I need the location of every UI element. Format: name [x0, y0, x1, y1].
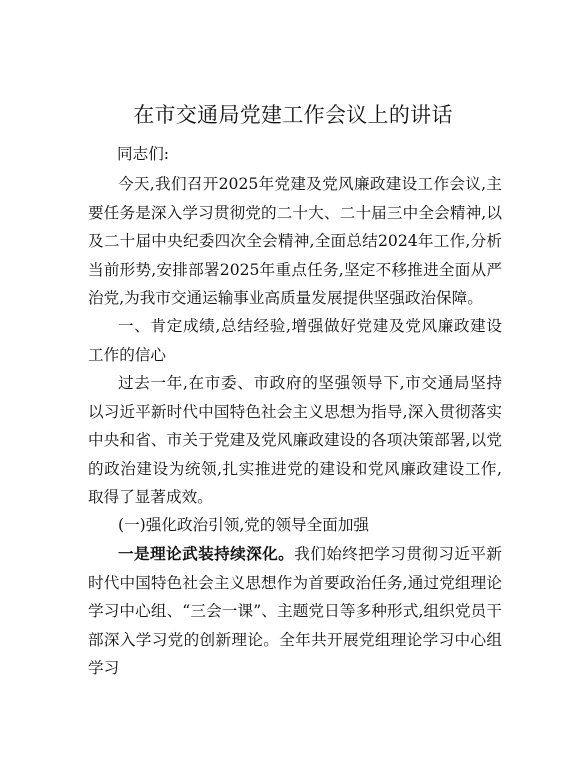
- subsection-heading-1: (一)强化政治引领,党的领导全面加强: [118, 516, 370, 534]
- paragraph-lead-phrase: 一是理论武装持续深化。: [118, 544, 295, 563]
- paragraph-achievements: 过去一年,在市委、市政府的坚强领导下,市交通局坚持以习近平新时代中国特色社会主义思想为指导,深入贯彻落实中央和省、市关于党建及党风廉政建设的各项决策部署,以党的政治建设为统领,扎实推进党的建设和党风廉政建设工作,取得了显著成效。: [88, 374, 502, 506]
- section-heading-1: 一、肯定成绩,总结经验,增强做好党建及党风廉政建设工作的信心: [88, 317, 502, 364]
- paragraph-theory: [88, 540, 502, 683]
- paragraph-intro: 今天,我们召开2025年党建及党风廉政建设工作会议,主要任务是深入学习贯彻党的二十大、二十届三中全会精神,以及二十届中央纪委四次全会精神,全面总结2024年工作,分析当前形势,安排部署2025年重点任务,坚定不移推进全面从严治党,为我市交通运输事业高质量发展提供坚强政治保障。: [88, 175, 502, 307]
- paragraph-body: 我们始终把学习贯彻习近平新时代中国特色社会主义思想作为首要政治任务,通过党组理论学习中心组、“三会一课”、主题党日等多种形式,组织党员干部深入学习党的创新理论。全年共开展党组理论学习中心组学习: [88, 545, 502, 677]
- salutation: 同志们:: [117, 145, 170, 163]
- document-title: 在市交通局党建工作会议上的讲话: [133, 103, 453, 127]
